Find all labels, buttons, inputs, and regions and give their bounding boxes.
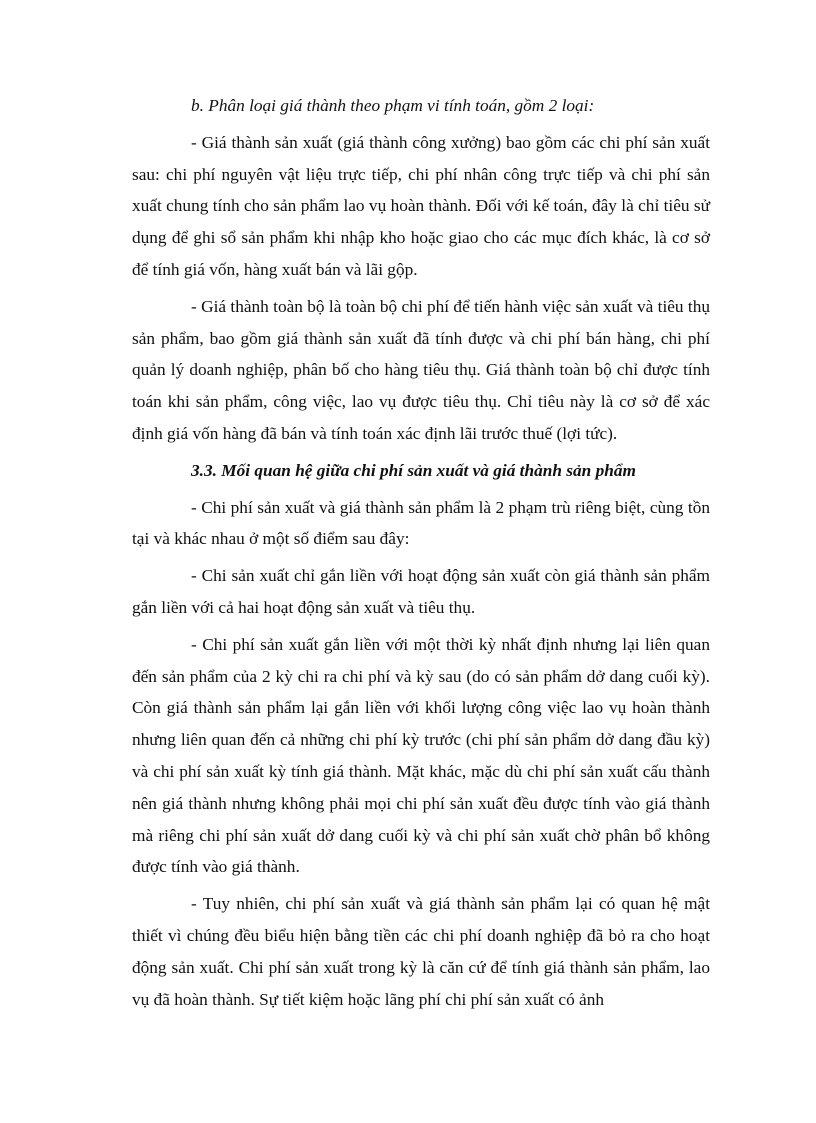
paragraph-total-cost: - Giá thành toàn bộ là toàn bộ chi phí để tiến hành việc sản xuất và tiêu thụ sản phẩm, bao gồm giá thành sản xuất đã tính được và chi phí bán hàng, chi phí quản lý doanh nghiệp, phân bố cho hàng tiêu thụ. Giá thành toàn bộ chỉ được tính toán khi sản phẩm, công việc, lao vụ được tiêu thụ. Chỉ tiêu này là cơ sở để xác định giá vốn hàng đã bán và tính toán xác định lãi trước thuế (lợi tức). bbox=[132, 296, 710, 443]
section-heading-b: b. Phân loại giá thành theo phạm vi tính toán, gồm 2 loại: bbox=[191, 96, 595, 115]
paragraph-production-cost: - Giá thành sản xuất (giá thành công xưởng) bao gồm các chi phí sản xuất sau: chi phí nguyên vật liệu trực tiếp, chi phí nhân công trực tiếp và chi phí sản xuất chung tính cho sản phẩm lao vụ hoàn thành. Đối với kế toán, đây là chỉ tiêu sử dụng để ghi sổ sản phẩm khi nhập kho hoặc giao cho các mục đích khác, là cơ sở để tính giá vốn, hàng xuất bán và lãi gộp. bbox=[132, 132, 710, 279]
paragraph-period-relation: - Chi phí sản xuất gắn liền với một thời kỳ nhất định nhưng lại liên quan đến sản phẩm của 2 kỳ chi ra chi phí và kỳ sau (do có sản phẩm dở dang cuối kỳ). Còn giá thành sản phẩm lại gắn liền với khối lượng công việc lao vụ hoàn thành nhưng liên quan đến cả những chi phí kỳ trước (chi phí sản phẩm dở dang đầu kỳ) và chi phí sản xuất kỳ tính giá thành. Mặt khác, mặc dù chi phí sản xuất cấu thành nên giá thành nhưng không phải mọi chi phí sản xuất đều được tính vào giá thành mà riêng chi phí sản xuất dở dang cuối kỳ và chi phí sản xuất chờ phân bổ không được tính vào giá thành. bbox=[132, 634, 710, 877]
document-body bbox=[132, 90, 710, 1020]
paragraph-distinct-categories: - Chi phí sản xuất và giá thành sản phẩm là 2 phạm trù riêng biệt, cùng tồn tại và khác nhau ở một số điểm sau đây: bbox=[132, 497, 710, 549]
paragraph-close-relation: - Tuy nhiên, chi phí sản xuất và giá thành sản phẩm lại có quan hệ mật thiết vì chúng đều biểu hiện bằng tiền các chi phí doanh nghiệp đã bỏ ra cho hoạt động sản xuất. Chi phí sản xuất trong kỳ là căn cứ để tính giá thành sản phẩm, lao vụ đã hoàn thành. Sự tiết kiệm hoặc lãng phí chi phí sản xuất có ảnh bbox=[132, 894, 710, 1009]
paragraph-production-vs-consumption: - Chi sản xuất chỉ gắn liền với hoạt động sản xuất còn giá thành sản phẩm gắn liền với cả hai hoạt động sản xuất và tiêu thụ. bbox=[132, 566, 710, 617]
section-heading-3-3: 3.3. Mối quan hệ giữa chi phí sản xuất và giá thành sản phẩm bbox=[191, 460, 636, 480]
